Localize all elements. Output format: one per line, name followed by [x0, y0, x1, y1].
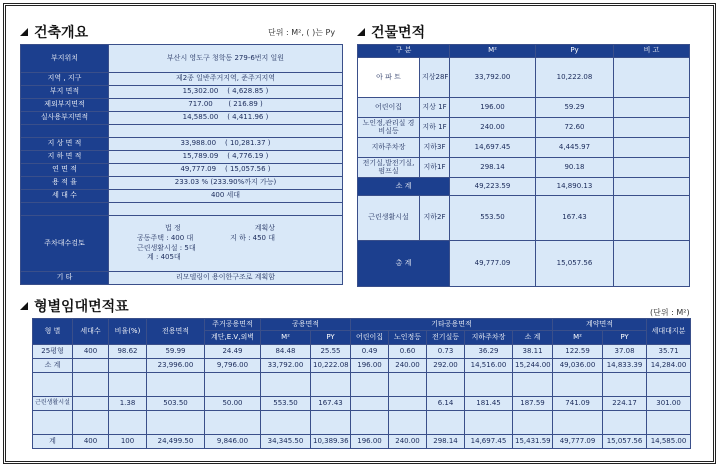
label-excluded-area: 제외부지면적: [21, 99, 109, 112]
table-cell: 301.00: [647, 397, 691, 411]
rt-group-private: 주거공용면적: [205, 319, 261, 331]
rt-header-senior: 노인정등: [389, 331, 427, 345]
value-zone: 제2종 일반주거지역, 준주거지역: [109, 73, 343, 86]
table-row: [33, 345, 691, 359]
spacer-cell: [109, 373, 147, 397]
rental-unit: (단위 : M²): [650, 308, 690, 317]
table-cell: 553.50: [261, 397, 311, 411]
table-cell: 59.99: [147, 345, 205, 359]
label-zone: 지역 , 지구: [21, 73, 109, 86]
table-cell: 196.00: [351, 435, 389, 449]
rental-table: [32, 318, 691, 449]
rt-header-parking: 지하주차장: [465, 331, 513, 345]
ba-note-parking: [614, 138, 690, 158]
table-cell: 14,284.00: [647, 359, 691, 373]
spacer-label-2: [21, 203, 109, 216]
spacer-cell: [261, 411, 311, 435]
spacer-cell: [109, 411, 147, 435]
building-area-title: [357, 22, 425, 42]
spacer-cell: [33, 373, 73, 397]
table-cell: 122.59: [553, 345, 603, 359]
rental-title-text: 형별임대면적표: [34, 299, 129, 315]
table-cell: 49,036.00: [553, 359, 603, 373]
table-cell: 98.62: [109, 345, 147, 359]
ba-group-parking: 지하주차장: [358, 138, 420, 158]
rt-header-m2: M²: [261, 331, 311, 345]
value-underground: 15,789.09 ( 4,776.19 ): [109, 151, 343, 164]
rental-title: [20, 296, 129, 316]
spacer-cell: [603, 373, 647, 397]
value-households: 400 세대: [109, 190, 343, 203]
label-parking: 주차대수검토: [21, 216, 109, 272]
table-cell: 9,846.00: [205, 435, 261, 449]
ba-note-electric: [614, 158, 690, 178]
parking-col-planned: 계획상: [254, 224, 275, 233]
overview-title: [20, 22, 88, 42]
ba-group-daycare: 어린이집: [358, 98, 420, 118]
spacer-cell: [553, 373, 603, 397]
label-total-floor: 연 면 적: [21, 164, 109, 177]
building-area-table: [357, 44, 690, 287]
ba-total-label: 총 계: [358, 241, 450, 287]
rt-group-common: 공용면적: [261, 319, 351, 331]
ba-sub-commercial: 지하2F: [420, 196, 450, 241]
table-cell: 224.17: [603, 397, 647, 411]
ba-note-daycare: [614, 98, 690, 118]
ba-py-parking: 4,445.97: [536, 138, 614, 158]
ba-py-apartment: 10,222.08: [536, 58, 614, 98]
table-cell: 36.29: [465, 345, 513, 359]
table-cell: 15,244.00: [513, 359, 553, 373]
table-cell: 23,996.00: [147, 359, 205, 373]
table-cell: 33,792.00: [261, 359, 311, 373]
label-site-area: 부지 면적: [21, 86, 109, 99]
ba-header-m2: M²: [450, 45, 536, 58]
rt-header-stair: 계단,E.V,외벽: [205, 331, 261, 345]
triangle-bullet-icon: [20, 302, 28, 310]
ba-m2-senior: 240.00: [450, 118, 536, 138]
spacer-cell: [647, 373, 691, 397]
ba-group-senior: 노인정,관리실 경비실등: [358, 118, 420, 138]
parking-line-apartment: 공동주택 : 400 대: [137, 233, 194, 242]
spacer-cell: [261, 373, 311, 397]
table-cell: 292.00: [427, 359, 465, 373]
spacer-cell: [205, 373, 261, 397]
ba-m2-subtotal: 49,223.59: [450, 178, 536, 196]
rt-group-contract: 계약면적: [553, 319, 647, 331]
table-cell: 14,585.00: [647, 435, 691, 449]
table-cell: [389, 397, 427, 411]
spacer-cell: [33, 411, 73, 435]
table-cell: [73, 397, 109, 411]
spacer-cell: [389, 373, 427, 397]
ba-note-senior: [614, 118, 690, 138]
table-row: [33, 411, 691, 435]
table-cell: 10,222.08: [311, 359, 351, 373]
ba-sub-electric: 지하1F: [420, 158, 450, 178]
table-cell: 6.14: [427, 397, 465, 411]
spacer-cell: [465, 373, 513, 397]
table-row: [33, 373, 691, 397]
table-cell: 0.60: [389, 345, 427, 359]
rt-header-land: 세대대지분: [647, 319, 691, 345]
value-used-area: 14,585.00 ( 4,411.96 ): [109, 112, 343, 125]
table-cell: 15,057.56: [603, 435, 647, 449]
table-cell: 49,777.09: [553, 435, 603, 449]
spacer-cell: [351, 373, 389, 397]
table-cell: 187.59: [513, 397, 553, 411]
spacer-cell: [513, 373, 553, 397]
rt-header-exclusive: 전용면적: [147, 319, 205, 345]
ba-note-commercial: [614, 196, 690, 241]
rt-header-c-m2: M²: [553, 331, 603, 345]
ba-sub-senior: 지하 1F: [420, 118, 450, 138]
table-cell: 14,833.39: [603, 359, 647, 373]
table-cell: 24.49: [205, 345, 261, 359]
ba-subtotal-label: 소 계: [358, 178, 450, 196]
label-households: 세 대 수: [21, 190, 109, 203]
table-cell: 0.49: [351, 345, 389, 359]
value-above-ground: 33,988.00 ( 10,281.37 ): [109, 138, 343, 151]
spacer-cell: [553, 411, 603, 435]
spacer-cell: [73, 411, 109, 435]
value-excluded-area: 717.00 ( 216.89 ): [109, 99, 343, 112]
table-cell: 167.43: [311, 397, 351, 411]
ba-sub-apartment: 지상28F: [420, 58, 450, 98]
table-cell: 741.09: [553, 397, 603, 411]
table-cell: 100: [109, 435, 147, 449]
table-cell: 400: [73, 345, 109, 359]
ba-py-senior: 72.60: [536, 118, 614, 138]
spacer-cell: [147, 373, 205, 397]
table-cell: 84.48: [261, 345, 311, 359]
spacer-cell: [513, 411, 553, 435]
label-above-ground: 지 상 면 적: [21, 138, 109, 151]
label-far: 용 적 율: [21, 177, 109, 190]
rt-header-ratio: 비율(%): [109, 319, 147, 345]
spacer-cell: [603, 411, 647, 435]
rt-header-type: 형 별: [33, 319, 73, 345]
rt-header-units: 세대수: [73, 319, 109, 345]
table-cell: 25.55: [311, 345, 351, 359]
label-used-area: 실사용부지면적: [21, 112, 109, 125]
table-row: [33, 359, 691, 373]
overview-title-text: 건축개요: [34, 25, 89, 41]
value-total-floor: 49,777.09 ( 15,057.56 ): [109, 164, 343, 177]
table-cell: 38.11: [513, 345, 553, 359]
ba-note-apartment: [614, 58, 690, 98]
table-cell: 14,516.00: [465, 359, 513, 373]
parking-col-legal: 법 정: [165, 224, 181, 233]
table-cell: 298.14: [427, 435, 465, 449]
table-cell: [73, 359, 109, 373]
value-site-area: 15,302.00 ( 4,628.85 ): [109, 86, 343, 99]
table-cell: 181.45: [465, 397, 513, 411]
spacer-cell: [311, 373, 351, 397]
label-site: 부지위치: [21, 45, 109, 73]
ba-note-total: [614, 241, 690, 287]
ba-py-electric: 90.18: [536, 158, 614, 178]
table-cell: 196.00: [351, 359, 389, 373]
spacer-cell: [205, 411, 261, 435]
table-cell: 240.00: [389, 359, 427, 373]
table-cell: 0.73: [427, 345, 465, 359]
label-etc: 기 타: [21, 272, 109, 285]
table-row: [33, 435, 691, 449]
value-site: 부산시 영도구 청학동 279-6번지 일원: [109, 45, 343, 73]
spacer-value: [109, 125, 343, 138]
table-cell: 50.00: [205, 397, 261, 411]
ba-group-apartment: 아 파 트: [358, 58, 420, 98]
ba-py-subtotal: 14,890.13: [536, 178, 614, 196]
overview-unit: 단위 : M², ( )는 Py: [268, 28, 336, 37]
value-far: 233.03 % (233.90%까지 가능): [109, 177, 343, 190]
ba-py-total: 15,057.56: [536, 241, 614, 287]
table-cell: 14,697.45: [465, 435, 513, 449]
table-cell: [109, 359, 147, 373]
table-cell: 24,499.50: [147, 435, 205, 449]
ba-m2-total: 49,777.09: [450, 241, 536, 287]
triangle-bullet-icon: [357, 28, 365, 36]
table-cell: 소 계: [33, 359, 73, 373]
spacer-cell: [73, 373, 109, 397]
table-cell: 35.71: [647, 345, 691, 359]
ba-sub-daycare: 지상 1F: [420, 98, 450, 118]
table-cell: 계: [33, 435, 73, 449]
building-area-title-text: 건물면적: [371, 25, 426, 41]
rt-header-daycare: 어린이집: [351, 331, 389, 345]
triangle-bullet-icon: [20, 28, 28, 36]
ba-group-commercial: 근린생활시설: [358, 196, 420, 241]
table-cell: 503.50: [147, 397, 205, 411]
spacer-cell: [389, 411, 427, 435]
value-etc: 리모델링이 용이한구조로 계획함: [109, 272, 343, 285]
ba-group-electric: 전기실,발전기실, 펌프실: [358, 158, 420, 178]
ba-m2-commercial: 553.50: [450, 196, 536, 241]
table-cell: 15,431.59: [513, 435, 553, 449]
table-cell: 34,345.50: [261, 435, 311, 449]
spacer-cell: [147, 411, 205, 435]
spacer-label: [21, 125, 109, 138]
ba-header-py: Py: [536, 45, 614, 58]
ba-py-commercial: 167.43: [536, 196, 614, 241]
ba-m2-parking: 14,697.45: [450, 138, 536, 158]
rt-header-c-py: PY: [603, 331, 647, 345]
ba-header-note: 비 고: [614, 45, 690, 58]
spacer-cell: [647, 411, 691, 435]
spacer-cell: [427, 373, 465, 397]
ba-m2-apartment: 33,792.00: [450, 58, 536, 98]
table-cell: 1.38: [109, 397, 147, 411]
table-cell: 10,389.36: [311, 435, 351, 449]
ba-note-subtotal: [614, 178, 690, 196]
table-cell: 근린생활시설: [33, 397, 73, 411]
rt-header-py: PY: [311, 331, 351, 345]
table-cell: 240.00: [389, 435, 427, 449]
parking-line-total: 계 : 405대: [147, 253, 181, 262]
table-cell: 9,796.00: [205, 359, 261, 373]
overview-table: [20, 44, 343, 285]
ba-sub-parking: 지하3F: [420, 138, 450, 158]
table-cell: [351, 397, 389, 411]
label-underground: 지 하 면 적: [21, 151, 109, 164]
value-parking: [109, 216, 343, 272]
table-cell: 25평형: [33, 345, 73, 359]
parking-line-underground: 지 하 : 450 대: [230, 233, 275, 242]
spacer-cell: [311, 411, 351, 435]
ba-m2-electric: 298.14: [450, 158, 536, 178]
spacer-cell: [465, 411, 513, 435]
table-cell: 400: [73, 435, 109, 449]
rt-group-other: 기타공용면적: [351, 319, 553, 331]
spacer-value-2: [109, 203, 343, 216]
table-cell: 37.08: [603, 345, 647, 359]
rt-header-elec: 전기실등: [427, 331, 465, 345]
parking-line-commercial: 근린생활시설 : 5대: [137, 243, 196, 252]
ba-py-daycare: 59.29: [536, 98, 614, 118]
spacer-cell: [427, 411, 465, 435]
table-row: [33, 397, 691, 411]
ba-m2-daycare: 196.00: [450, 98, 536, 118]
rt-header-subtotal: 소 계: [513, 331, 553, 345]
ba-header-category: 구 분: [358, 45, 450, 58]
spacer-cell: [351, 411, 389, 435]
